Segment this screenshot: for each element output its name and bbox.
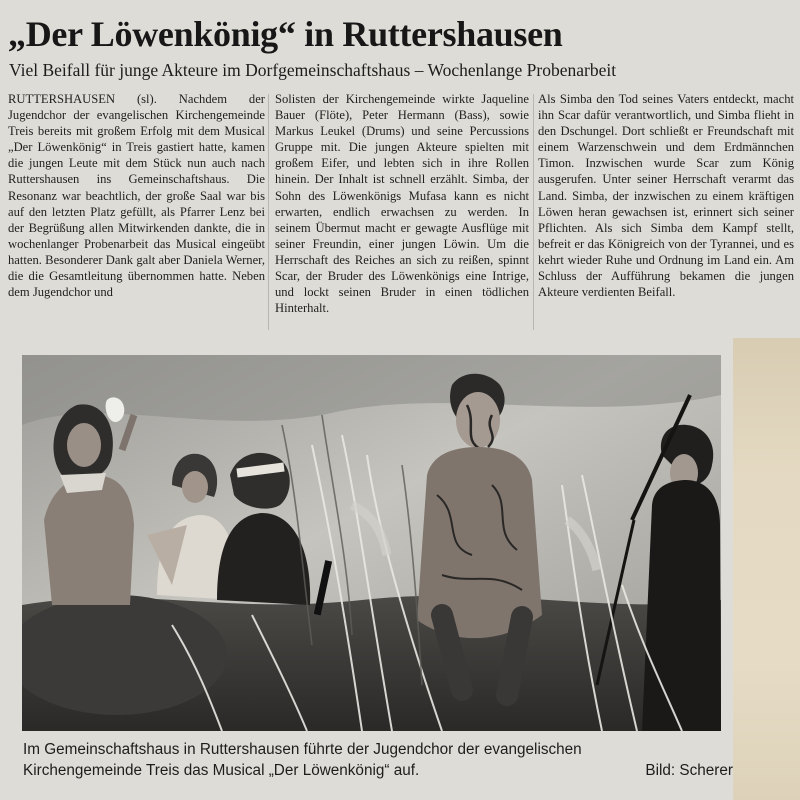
article-column-2 bbox=[275, 91, 529, 316]
adjacent-page-strip bbox=[733, 338, 800, 800]
article-column-1 bbox=[8, 91, 265, 300]
photo-caption bbox=[23, 739, 733, 781]
column-1-text: RUTTERSHAUSEN (sl). Nachdem der Jugendchor der evangelischen Kirchengemeinde Treis bereits mit großem Erfolg mit dem Musical „Der Löwenkönig“ in Treis gastiert hatte, kamen die jungen Leute mit dem Stück nun auch nach Ruttershausen ins Gemeinschaftshaus. Die Resonanz war beachtlich, der große Saal war bis auf den letzten Platz gefüllt, als Pfarrer Lenz bei der Begrüßung allen Mitwirkenden dankte, die in wochenlanger Probenarbeit das Musical eingeübt hatten. Besonderer Dank galt aber Daniela Werner, die die Gesamtleitung übernommen hatte. Neben dem Jugendchor und bbox=[8, 92, 265, 300]
article-headline: „Der Löwenkönig“ in Ruttershausen bbox=[8, 14, 563, 54]
column-divider bbox=[268, 94, 269, 330]
caption-line-2: Kirchengemeinde Treis das Musical „Der Löwenkönig“ auf. bbox=[23, 762, 420, 779]
column-3-text: Als Simba den Tod seines Vaters entdeckt, macht ihn Scar dafür verantwortlich, und Simba flieht in den Dschungel. Dort schließt er Freundschaft mit einem Warzenschwein und dem Erdmännchen Timon. Inzwischen wurde Scar zum König ausgerufen. Unter seiner Herrschaft verarmt das Land. Simba, der inzwischen zu einem kräftigen Löwen heran gewachsen ist, erinnert sich seiner Pflichten. Als sich Simba dem Kampf stellt, befreit er das Königreich von der Tyrannei, und es kehrt wieder Ruhe und Ordnung im Land ein. Am Schluss der Aufführung bekamen die jungen Akteure verdienten Beifall. bbox=[538, 92, 794, 300]
musical-stage-photo bbox=[22, 355, 721, 731]
photo-credit: Bild: Scherer bbox=[645, 762, 733, 779]
article-column-3 bbox=[538, 91, 794, 300]
stage-photo-illustration bbox=[22, 355, 721, 731]
column-divider bbox=[533, 94, 534, 330]
article-subheadline: Viel Beifall für junge Akteure im Dorfgemeinschaftshaus – Wochenlange Probenarbeit bbox=[9, 60, 617, 80]
column-2-text: Solisten der Kirchengemeinde wirkte Jaqueline Bauer (Flöte), Peter Hermann (Bass), sowie Markus Leukel (Drums) und seine Percussions Gruppe mit. Die jungen Akteure spielten mit großem Eifer, und lebten sich in ihre Rollen hinein. Der Inhalt ist schnell erzählt. Simba, der Sohn des Löwenkönigs Mufasa kann es nicht erwarten, endlich erwachsen zu werden. In seinem Übermut macht er gewagte Ausflüge mit seiner Freundin, einer jungen Löwin. Um die Herrschaft des Reiches an sich zu reißen, spinnt Scar, der Bruder des Löwenkönigs eine Intrige, und lockt seinen Bruder in einen tödlichen Hinterhalt. bbox=[275, 92, 529, 316]
caption-line-1: Im Gemeinschaftshaus in Ruttershausen führte der Jugendchor der evangelischen bbox=[23, 741, 582, 758]
